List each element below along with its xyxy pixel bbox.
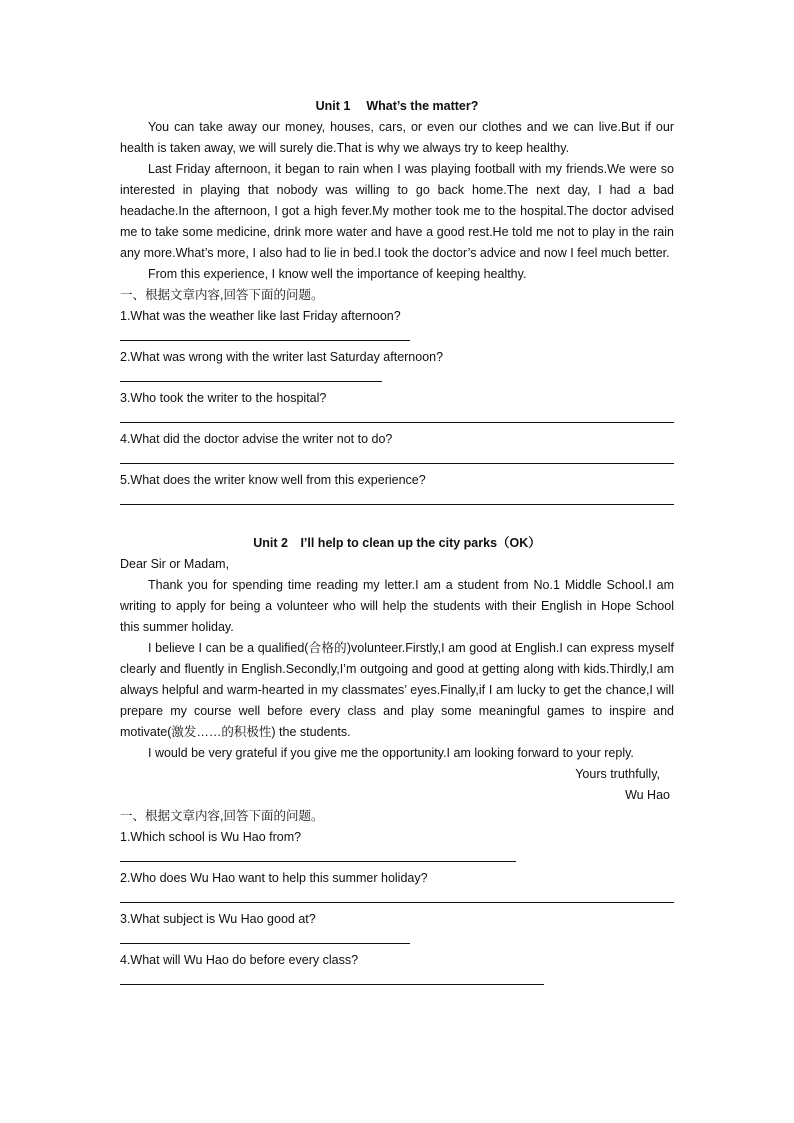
unit2-question: 4.What will Wu Hao do before every class? [120, 953, 359, 967]
letter-salutation: Dear Sir or Madam, [120, 557, 230, 571]
unit2-title: Unit 2 I’ll help to clean up the city parks（OK） [253, 536, 541, 550]
unit1-paragraph: From this experience, I know well the importance of keeping healthy. [148, 267, 527, 281]
answer-line[interactable] [120, 930, 674, 950]
answer-line[interactable] [120, 409, 674, 429]
unit2-question: 3.What subject is Wu Hao good at? [120, 912, 316, 926]
unit2-paragraph: Thank you for spending time reading my letter.I am a student from No.1 Middle School.I am writing to apply for being a volunteer who will help the students with their English in Hope School this summer holiday. [120, 578, 674, 634]
letter-signature: Wu Hao [625, 788, 670, 802]
answer-line[interactable] [120, 971, 674, 991]
unit1-question: 2.What was wrong with the writer last Saturday afternoon? [120, 350, 444, 364]
worksheet-content [120, 96, 674, 991]
answer-line[interactable] [120, 450, 674, 470]
unit1-paragraph: Last Friday afternoon, it began to rain when I was playing football with my friends.We were so interested in playing that nobody was willing to go back home.The next day, I had a bad headache.In the afternoon, I got a high fever.My mother took me to the hospital.The doctor advised me to take some medicine, drink more water and have a good rest.He told me not to play in the rain any more.What’s more, I also had to lie in bed.I took the doctor’s advice and now I feel much better. [120, 162, 674, 260]
unit1-instruction: 一、根据文章内容,回答下面的问题。 [120, 288, 324, 302]
answer-line[interactable] [120, 327, 674, 347]
unit2-question: 2.Who does Wu Hao want to help this summer holiday? [120, 871, 428, 885]
unit2-paragraph: I would be very grateful if you give me the opportunity.I am looking forward to your reply. [148, 746, 634, 760]
answer-line[interactable] [120, 848, 674, 868]
answer-line[interactable] [120, 491, 674, 511]
answer-line[interactable] [120, 889, 674, 909]
unit1-question: 1.What was the weather like last Friday afternoon? [120, 309, 401, 323]
unit2-question: 1.Which school is Wu Hao from? [120, 830, 302, 844]
unit1-title: Unit 1 What’s the matter? [315, 99, 479, 113]
unit1-question: 4.What did the doctor advise the writer not to do? [120, 432, 393, 446]
unit2-paragraph: I believe I can be a qualified(合格的)volunteer.Firstly,I am good at English.I can express myself clearly and fluently in English.Secondly,I’m outgoing and good at getting along with kids.Thirdly,I am always helpful and warm-hearted in my classmates’ eyes.Finally,if I am lucky to get the chance,I will prepare my course well before every class and play some meaningful games to inspire and motivate(激发……的积极性) the students. [120, 641, 674, 739]
unit1-question: 3.Who took the writer to the hospital? [120, 391, 327, 405]
answer-line[interactable] [120, 368, 674, 388]
unit1-question: 5.What does the writer know well from this experience? [120, 473, 426, 487]
unit2-instruction: 一、根据文章内容,回答下面的问题。 [120, 809, 324, 823]
unit1-paragraph: You can take away our money, houses, cars, or even our clothes and we can live.But if our health is taken away, we will surely die.That is why we always try to keep healthy. [120, 120, 674, 155]
letter-closing: Yours truthfully, [575, 767, 660, 781]
